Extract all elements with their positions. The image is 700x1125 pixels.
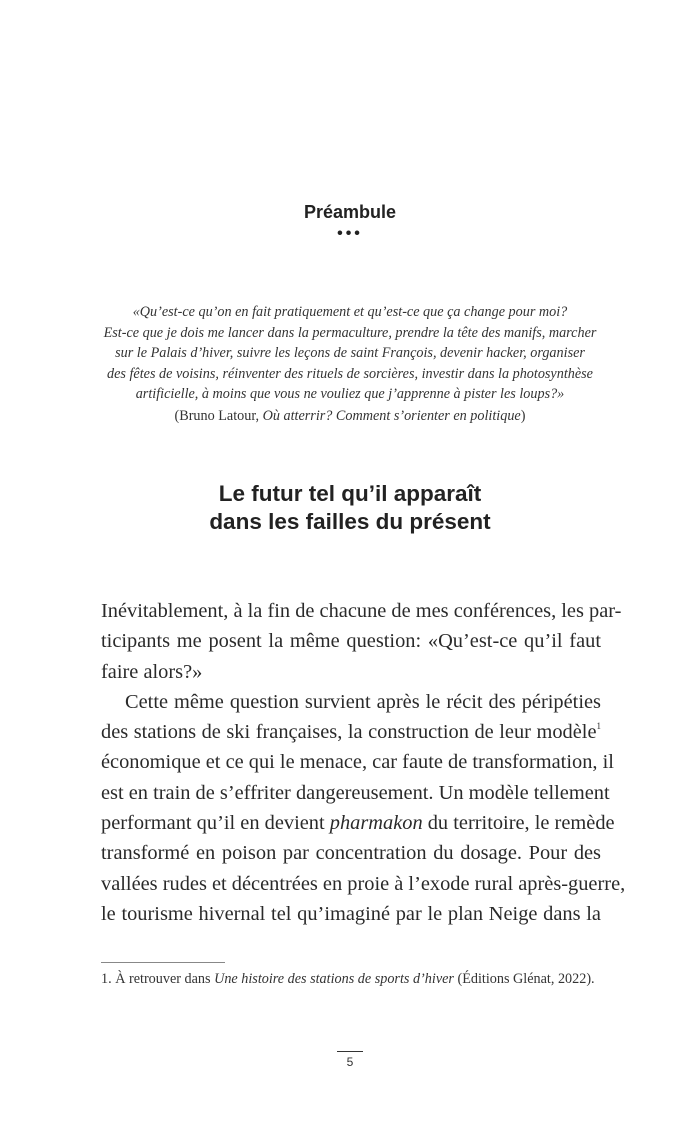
body-line bbox=[101, 808, 615, 838]
chapter-title-line: dans les failles du présent bbox=[209, 509, 491, 534]
epigraph-line: des fêtes de voisins, réinventer des rituels de sorcières, investir dans la photosynthèse bbox=[107, 365, 593, 382]
footnote-divider bbox=[101, 962, 225, 963]
body-line: Inévitablement, à la fin de chacune de mes conférences, les par- bbox=[101, 600, 622, 622]
epigraph-line: artificielle, à moins que vous ne vouliez que j’apprenne à pister les loups?» bbox=[135, 386, 565, 403]
attribution-close: ) bbox=[520, 408, 526, 424]
ornament-dots: ••• bbox=[337, 225, 363, 242]
footnote-text: (Éditions Glénat, 2022). bbox=[453, 971, 595, 987]
epigraph-attribution bbox=[0, 408, 700, 425]
body-line: vallées rudes et décentrées en proie à l’exode rural après-guerre, bbox=[101, 872, 626, 895]
footnote bbox=[101, 971, 621, 988]
body-line: ticipants me posent la même question: «Qu’est-ce qu’il faut bbox=[101, 630, 601, 653]
preamble-heading: Préambule bbox=[303, 202, 397, 222]
footnote-text: 1. À retrouver dans bbox=[101, 971, 215, 987]
body-line bbox=[101, 717, 601, 747]
body-line-text: performant qu’il en devient bbox=[101, 812, 330, 835]
body-line: économique et ce qui le menace, car faute de transformation, il bbox=[101, 751, 614, 774]
body-line-text: du territoire, le remède bbox=[422, 812, 615, 835]
chapter-title bbox=[0, 480, 700, 536]
body-line: Cette même question survient après le récit des péripéties bbox=[125, 690, 601, 713]
body-line: transformé en poison par concentration du dosage. Pour des bbox=[101, 842, 601, 865]
attribution-open: (Bruno Latour, bbox=[174, 408, 263, 424]
attribution-book-title: Où atterrir? Comment s’orienter en politique bbox=[262, 408, 521, 424]
epigraph-quote bbox=[95, 302, 605, 405]
footnote-reference[interactable]: 1 bbox=[596, 721, 601, 732]
folio-divider bbox=[337, 1051, 363, 1052]
emphasis-term: pharmakon bbox=[329, 812, 423, 835]
body-line: est en train de s’effriter dangereusement. Un modèle tellement bbox=[101, 781, 610, 804]
footnote-book-title: Une histoire des stations de sports d’hiver bbox=[214, 971, 454, 987]
body-line-text: des stations de ski françaises, la construction de leur modèle bbox=[101, 721, 597, 744]
epigraph-line: Est-ce que je dois me lancer dans la permaculture, prendre la tête des manifs, marcher bbox=[103, 324, 597, 341]
epigraph-line: sur le Palais d’hiver, suivre les leçons de saint François, devenir hacker, organiser bbox=[115, 345, 585, 362]
body-line: le tourisme hivernal tel qu’imaginé par le plan Neige dans la bbox=[101, 902, 601, 925]
body-text bbox=[101, 596, 626, 929]
page-number: 5 bbox=[346, 1055, 354, 1069]
body-line: faire alors?» bbox=[101, 660, 203, 683]
chapter-title-line: Le futur tel qu’il apparaît bbox=[218, 481, 482, 506]
epigraph-line: «Qu’est-ce qu’on en fait pratiquement et qu’est-ce que ça change pour moi? bbox=[132, 304, 568, 320]
